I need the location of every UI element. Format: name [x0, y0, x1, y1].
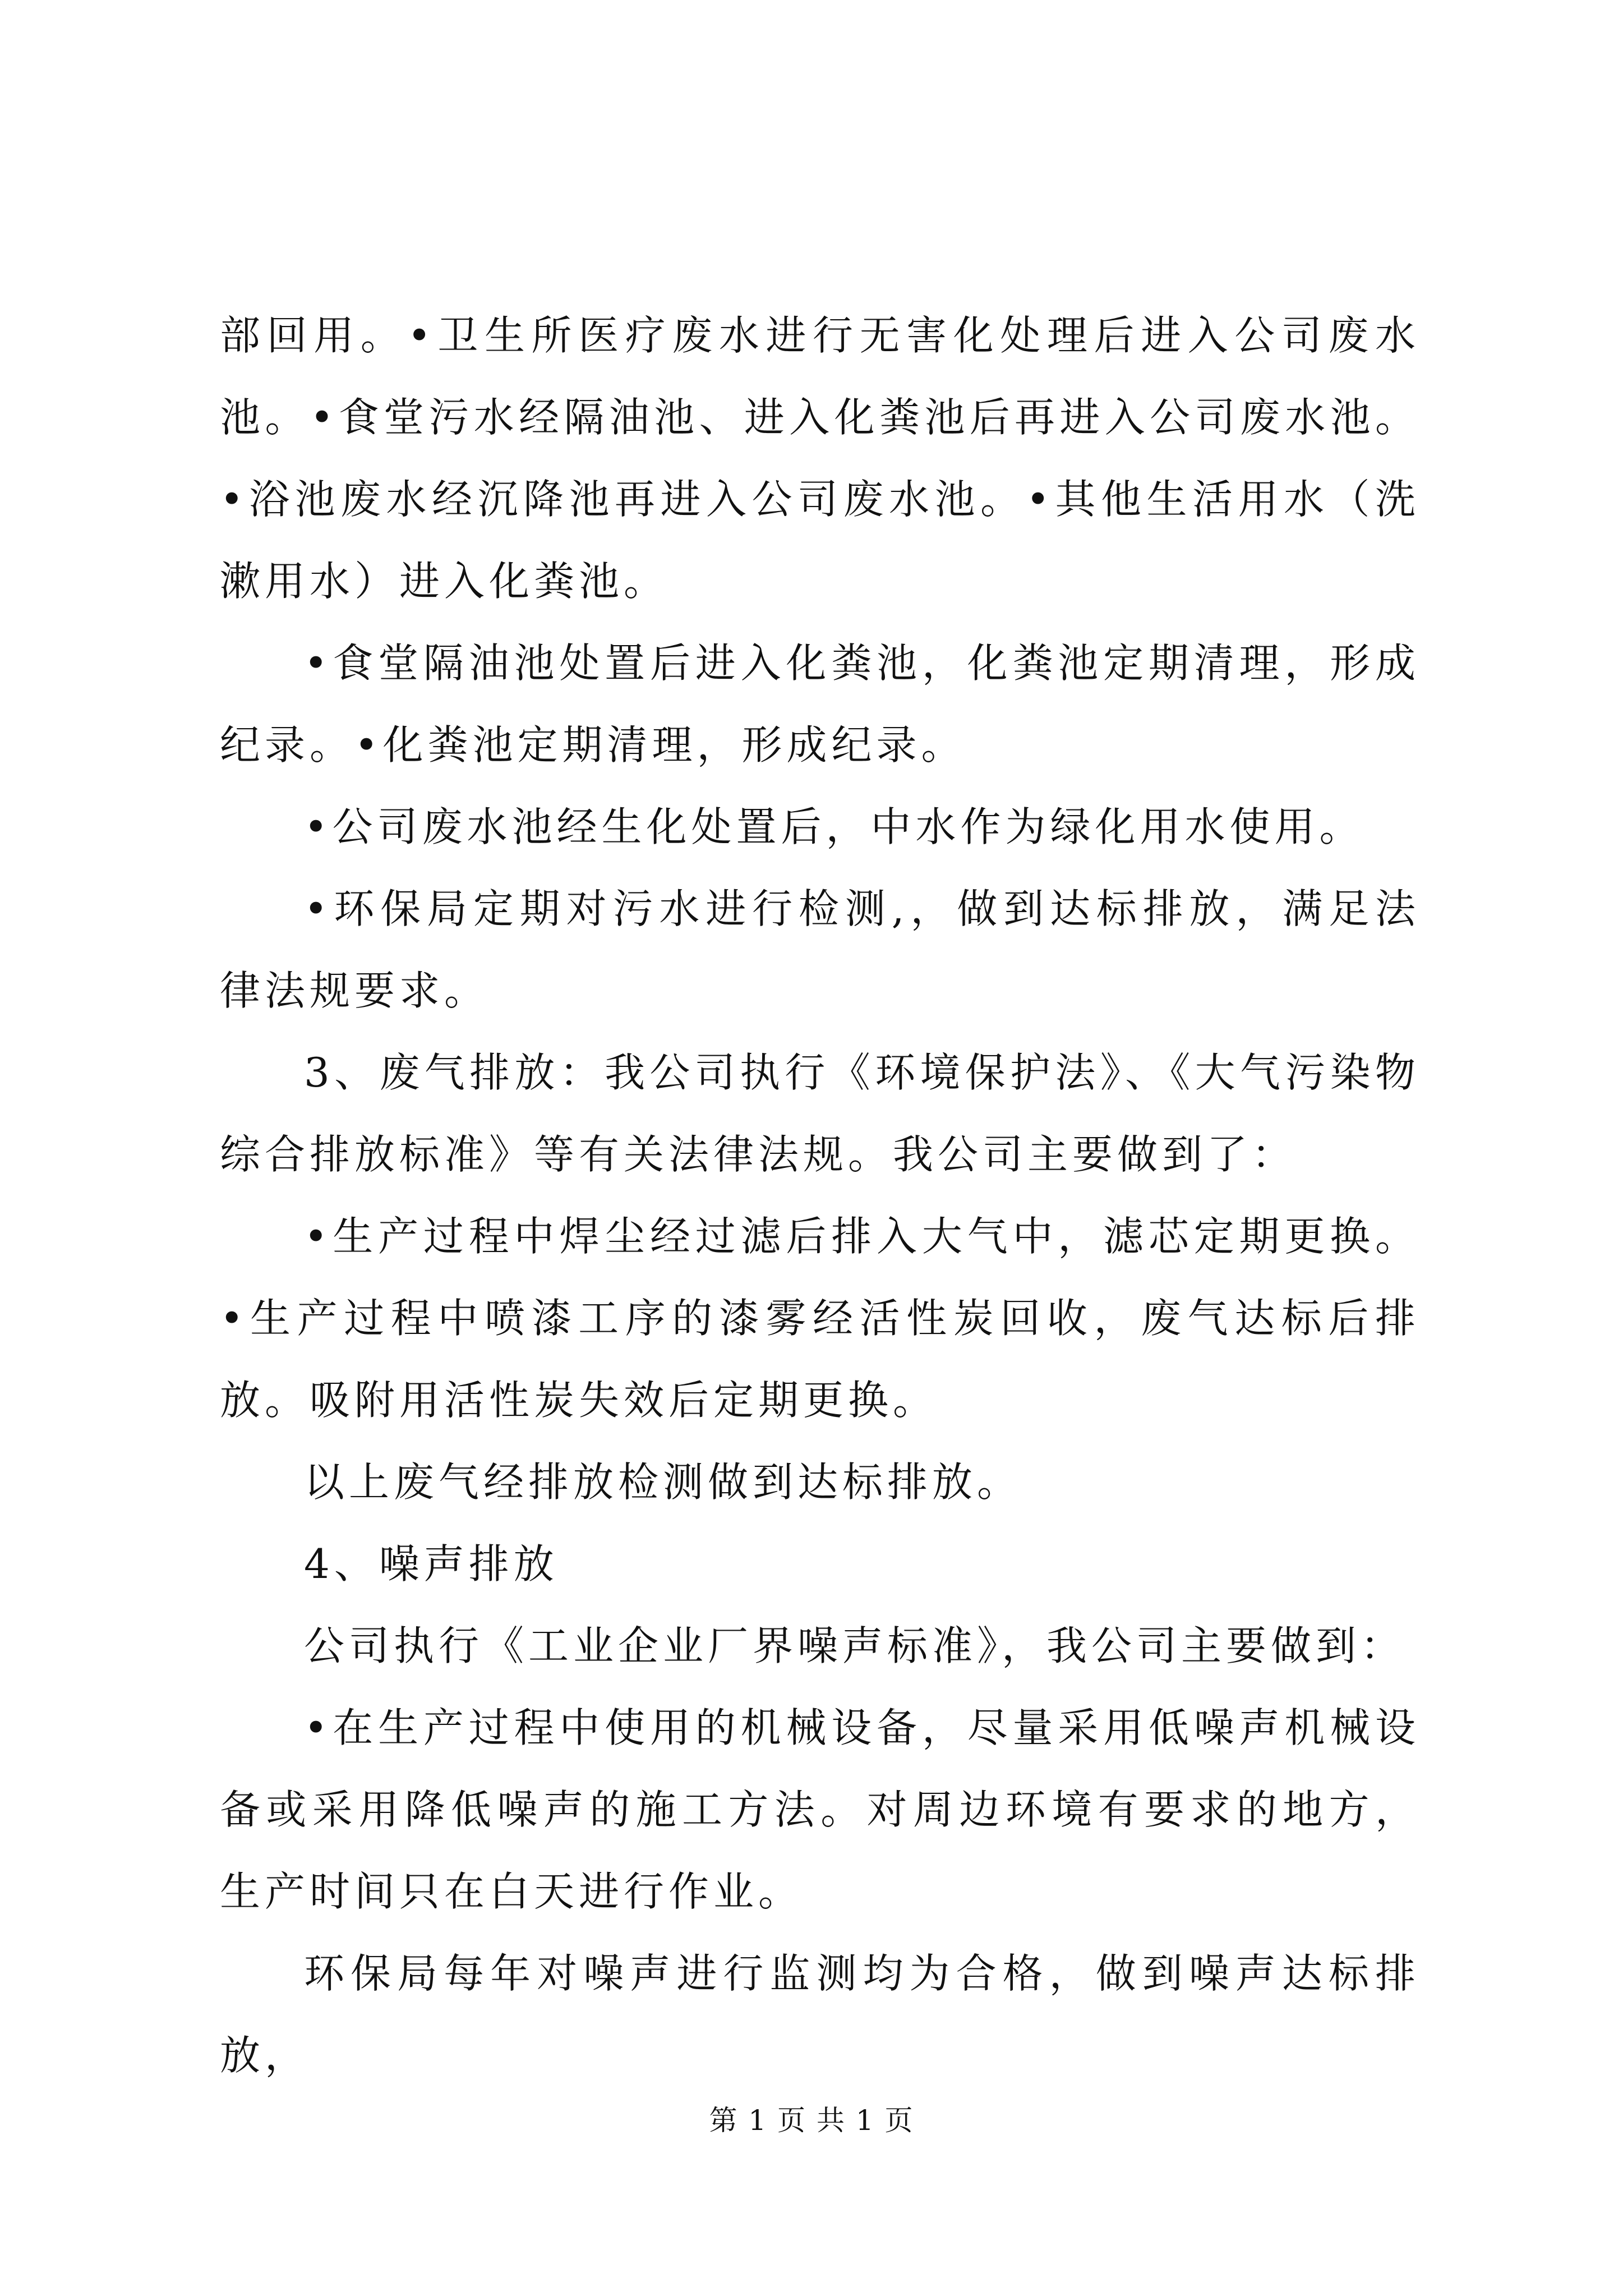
- paragraph-1: 部回用。•卫生所医疗废水进行无害化处理后进入公司废水池。•食堂污水经隔油池、进入化粪池后再进入公司废水池。•浴池废水经沉降池再进入公司废水池。•其他生活用水（洗漱用水）进入化粪池。: [220, 312, 1420, 605]
- paragraph-3: •公司废水池经生化处置后，中水作为绿化用水使用。: [304, 803, 1364, 850]
- paragraph-2: •食堂隔油池处置后进入化粪池，化粪池定期清理，形成纪录。•化粪池定期清理，形成纪录。: [220, 639, 1420, 769]
- paragraph-7: 以上废气经排放检测做到达标排放。: [304, 1458, 1022, 1506]
- paragraph-6: •生产过程中焊尘经过滤后排入大气中，滤芯定期更换。•生产过程中喷漆工序的漆雾经活性炭回收，废气达标后排放。吸附用活性炭失效后定期更换。: [220, 1213, 1420, 1424]
- paragraph-5: 3、废气排放：我公司执行《环境保护法》、《大气污染物综合排放标准》等有关法律法规。我公司主要做到了：: [220, 1049, 1420, 1178]
- document-body: [220, 295, 1420, 2096]
- page-footer: 第 1 页 共 1 页: [709, 2104, 914, 2137]
- paragraph-11: 环保局每年对噪声进行监测均为合格，做到噪声达标排放，: [220, 1950, 1420, 2079]
- paragraph-10: •在生产过程中使用的机械设备，尽量采用低噪声机械设备或采用降低噪声的施工方法。对周边环境有要求的地方，生产时间只在白天进行作业。: [220, 1704, 1420, 1915]
- paragraph-8: 4、噪声排放: [304, 1540, 559, 1588]
- paragraph-4: •环保局定期对污水进行检测,，做到达标排放，满足法律法规要求。: [220, 885, 1420, 1014]
- paragraph-9: 公司执行《工业企业厂界噪声标准》，我公司主要做到：: [304, 1622, 1406, 1669]
